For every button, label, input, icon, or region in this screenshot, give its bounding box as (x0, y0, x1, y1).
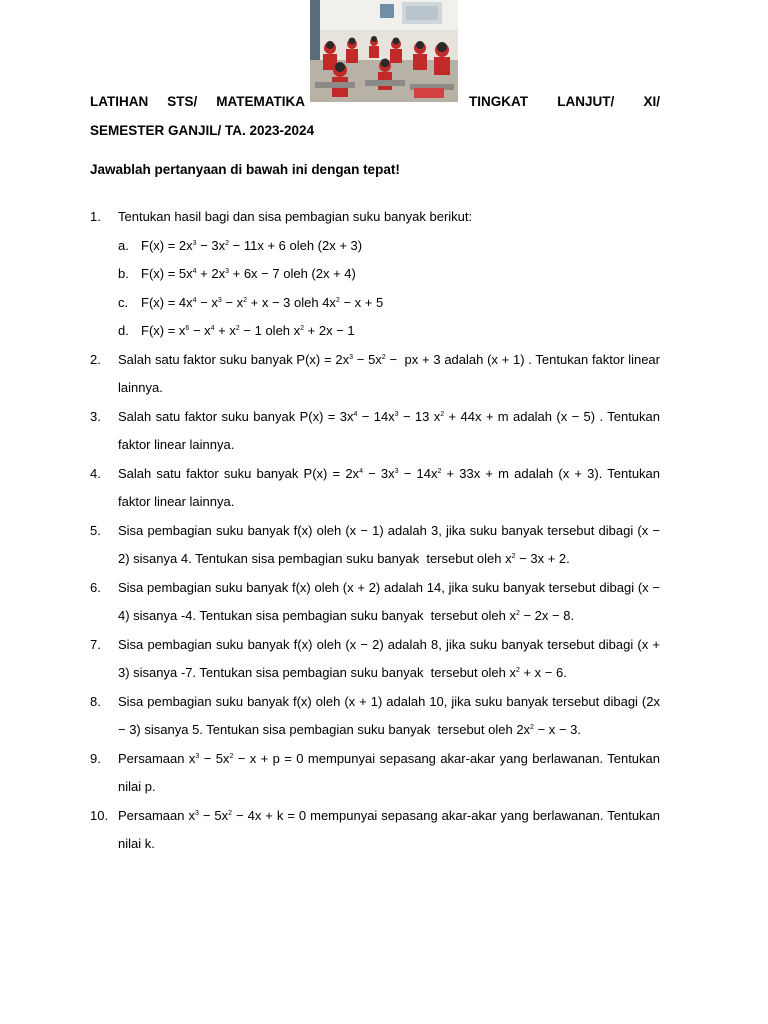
question-text: Persamaan $x^3 - 5x^2 - 4x + k = 0$ mempunyai sepasang akar-akar yang berlawanan. Tentukan nilai k. (118, 807, 661, 851)
question-text: Salah satu faktor suku banyak $P(x) = 2x^3 - 5x^2$ − px + 3 adalah (x + 1) . Tentukan faktor linear lainnya. (118, 351, 660, 395)
question-number: 4. (90, 465, 101, 481)
header-word: TINGKAT (469, 94, 528, 109)
question-item (90, 802, 660, 859)
sub-question-item (90, 232, 660, 261)
header-title-right (469, 93, 660, 111)
sub-question-label: a. (118, 237, 129, 253)
sub-question-text: $F(x) = x^6 - x^4 + x^2 - 1$ oleh $x^2 + 2x - 1$ (141, 323, 355, 338)
question-number: 3. (90, 408, 101, 424)
sub-question-text: $F(x) = 4x^4 - x^3 - x^2 + x - 3$ oleh $4x^2 - x + 5$ (141, 294, 384, 310)
header-title-left (90, 93, 305, 111)
question-number: 7. (90, 636, 101, 652)
question-number: 2. (90, 351, 101, 367)
sub-question-text: $F(x) = 5x^4 + 2x^3 + 6x - 7$ oleh (2x + 4) (141, 266, 356, 281)
sub-question-item (90, 317, 660, 346)
question-item (90, 517, 660, 574)
question-text: Sisa pembagian suku banyak f(x) oleh (x + 1) adalah 10, jika suku banyak tersebut dibagi (2x − 3) sisanya 5. Tentukan sisa pembagian suku banyak tersebut oleh $2x^2 - x - 3$. (118, 693, 660, 737)
header-word: LATIHAN (90, 94, 149, 109)
question-text: Salah satu faktor suku banyak $P(x) = 2x^4 - 3x^3 - 14x^2 + 33x + m$ adalah (x + 3). Tentukan faktor linear lainnya. (118, 465, 661, 509)
question-number: 1. (90, 209, 101, 224)
instruction: Jawablah pertanyaan di bawah ini dengan tepat! (90, 162, 400, 177)
question-text: Salah satu faktor suku banyak $P(x) = 3x^4 - 14x^3 - 13$ $x^2 + 44x + m$ adalah (x − 5) . Tentukan faktor linear lainnya. (118, 408, 660, 452)
sub-question-item (90, 289, 660, 318)
question-item (90, 403, 660, 460)
question-item (90, 631, 660, 688)
question-item (90, 203, 660, 232)
header-word: MATEMATIKA (216, 94, 305, 109)
sub-question-label: c. (118, 294, 129, 310)
question-number: 9. (90, 750, 101, 766)
question-list (90, 203, 660, 859)
question-text: Sisa pembagian suku banyak f(x) oleh (x − 2) adalah 8, jika suku banyak tersebut dibagi (x + 3) sisanya -7. Tentukan sisa pembagian suku banyak tersebut oleh $x^2 + x - 6$. (118, 636, 660, 680)
sub-question-item (90, 260, 660, 289)
header-subtitle: SEMESTER GANJIL/ TA. 2023-2024 (90, 123, 315, 138)
question-text: Tentukan hasil bagi dan sisa pembagian suku banyak berikut: (118, 209, 473, 224)
question-item (90, 346, 660, 403)
header-word: LANJUT/ (557, 94, 615, 109)
sub-question-label: d. (118, 323, 129, 338)
classroom-photo (310, 0, 458, 102)
sub-question-text: $F(x) = 2x^3 - 3x^2 - 11x + 6$ oleh (2x + 3) (141, 237, 363, 253)
question-number: 5. (90, 522, 101, 538)
question-number: 6. (90, 579, 101, 595)
question-item (90, 688, 660, 745)
question-text: Sisa pembagian suku banyak f(x) oleh (x − 1) adalah 3, jika suku banyak tersebut dibagi (x − 2) sisanya 4. Tentukan sisa pembagian suku banyak tersebut oleh $x^2 - 3x + 2$. (118, 522, 660, 566)
question-text: Persamaan $x^3 - 5x^2 - x + p = 0$ mempunyai sepasang akar-akar yang berlawanan. Tentukan nilai p. (118, 750, 660, 794)
header-word: XI/ (643, 94, 660, 109)
question-item (90, 460, 660, 517)
question-text: Sisa pembagian suku banyak f(x) oleh (x + 2) adalah 14, jika suku banyak tersebut dibagi (x − 4) sisanya -4. Tentukan sisa pembagian suku banyak tersebut oleh $x^2 - 2x - 8$. (118, 579, 660, 623)
question-item (90, 574, 660, 631)
question-item (90, 745, 660, 802)
question-number: 10. (90, 807, 109, 823)
sub-question-label: b. (118, 266, 129, 281)
header-word: STS/ (167, 94, 198, 109)
question-number: 8. (90, 693, 101, 709)
